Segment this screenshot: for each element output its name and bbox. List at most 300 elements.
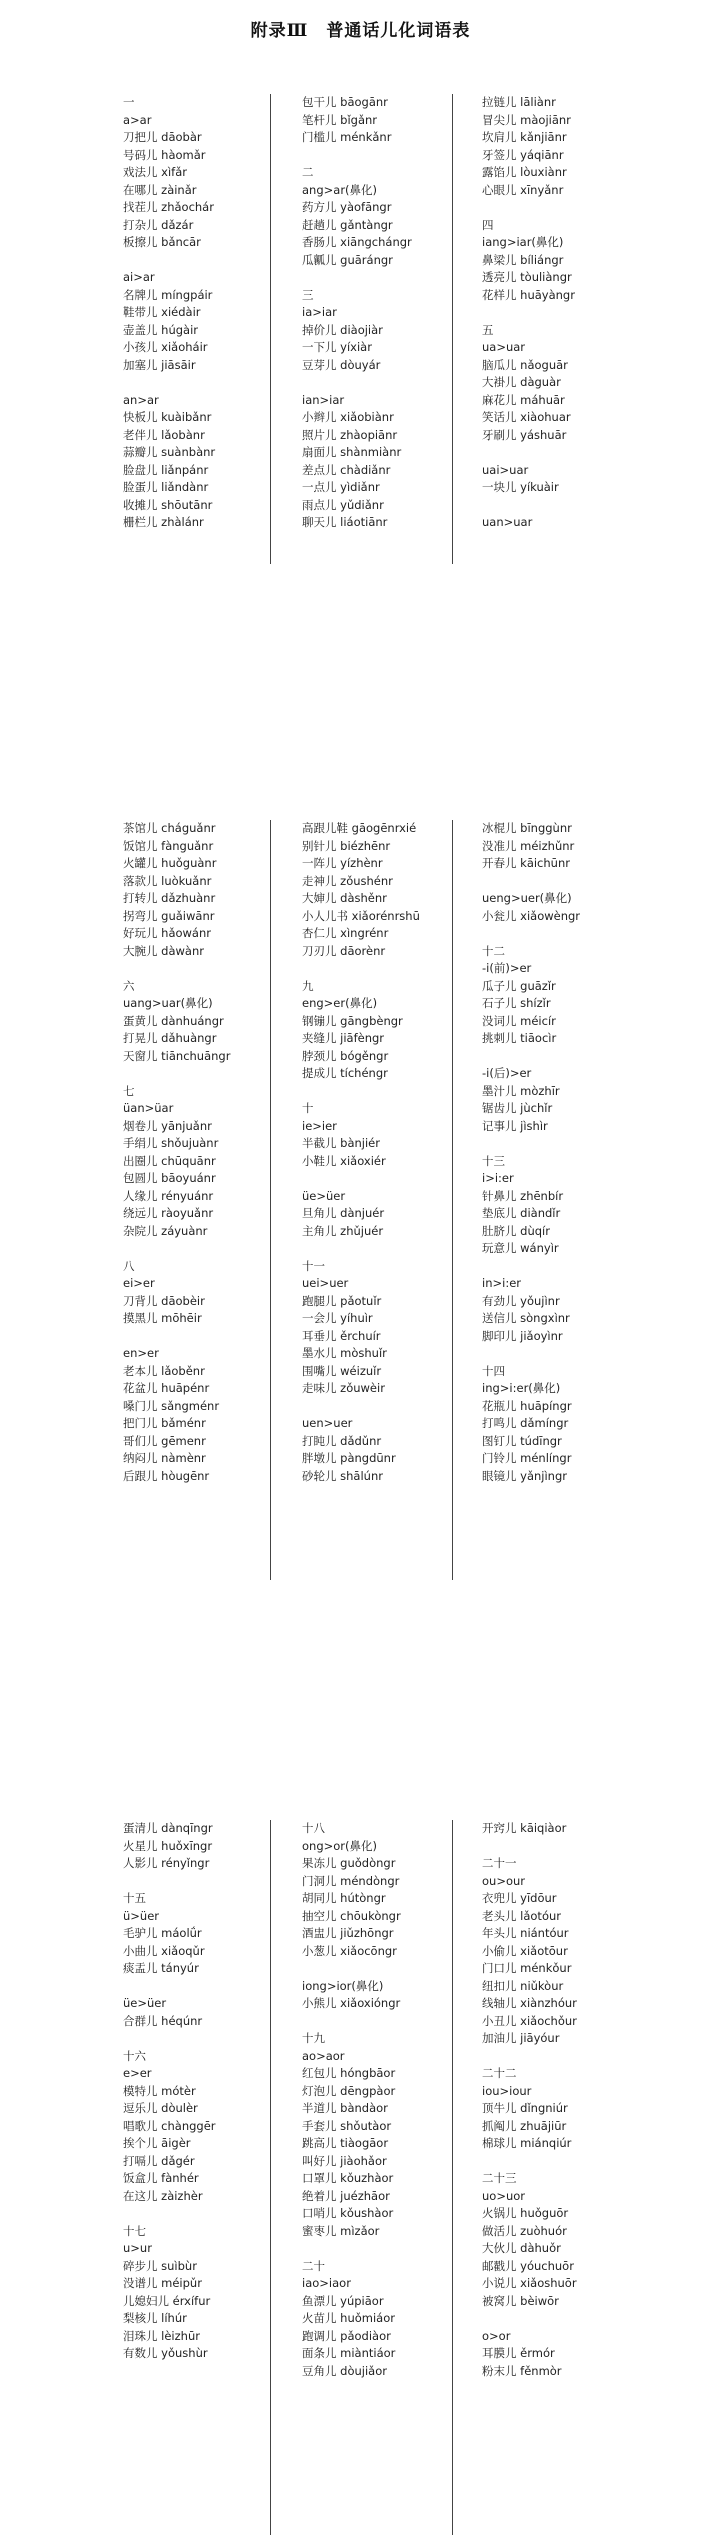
word-entry: 有劲儿 yǒujìnr <box>482 1293 560 1308</box>
word-entry: 面条儿 miàntiáor <box>302 2346 396 2360</box>
word-entry: 刀背儿 dāobèir <box>123 1293 205 1308</box>
word-entry: ou>our <box>482 1873 526 1888</box>
word-entry: 小孩儿 xiǎoháir <box>123 340 208 354</box>
word-entry: 半道儿 bàndàor <box>302 2101 388 2115</box>
word-entry: üan>üar <box>123 1101 174 1115</box>
word-entry: 年头儿 niántóur <box>482 1926 569 1940</box>
word-entry: ei>er <box>123 1276 155 1290</box>
column-divider <box>452 820 453 1580</box>
word-entry: 叫好儿 jiàohǎor <box>302 2153 387 2168</box>
word-entry: 蛋黄儿 dànhuángr <box>123 1013 224 1028</box>
word-entry: 绕远儿 ràoyuǎnr <box>123 1206 214 1220</box>
word-entry: 挑刺儿 tiāocìr <box>482 1031 557 1045</box>
word-entry: 笑话儿 xiàohuar <box>482 410 571 424</box>
word-entry: 十六 <box>123 2048 146 2063</box>
word-entry <box>123 374 215 392</box>
word-entry <box>123 2030 216 2048</box>
word-entry: 十 <box>302 1101 314 1115</box>
word-entry: 线轴儿 xiànzhóur <box>482 1996 577 2010</box>
word-entry: 杏仁儿 xìngrénr <box>302 926 389 940</box>
word-entry: 透亮儿 tòuliàngr <box>482 270 572 284</box>
word-entry: 儿媳妇儿 érxífur <box>123 2293 211 2308</box>
word-entry: 饭盒儿 fànhér <box>123 2171 199 2185</box>
word-entry: 一会儿 yíhuìr <box>302 1311 373 1325</box>
word-entry: 麻花儿 máhuār <box>482 392 565 407</box>
word-entry: 烟卷儿 yānjuǎnr <box>123 1118 212 1133</box>
word-entry <box>482 497 575 515</box>
word-entry <box>302 1398 420 1416</box>
word-entry: 十九 <box>302 2031 325 2045</box>
word-entry <box>482 1345 580 1363</box>
word-entry: 十四 <box>482 1363 505 1378</box>
word-entry: 跳高儿 tiàogāor <box>302 2136 389 2150</box>
word-entry: 绝着儿 juézhāor <box>302 2188 390 2203</box>
word-entry: 豆角儿 dòujiǎor <box>302 2363 387 2378</box>
word-entry: 心眼儿 xīnyǎnr <box>482 182 564 197</box>
word-entry: 人缘儿 rényuánr <box>123 1188 214 1203</box>
word-column <box>482 820 580 1485</box>
word-entry: 纳闷儿 nàmènr <box>123 1451 206 1465</box>
word-entry: 壶盖儿 húgàir <box>123 322 199 337</box>
word-entry <box>302 1083 420 1101</box>
word-entry: 二十三 <box>482 2171 517 2185</box>
word-entry: 梨核儿 líhúr <box>123 2311 187 2325</box>
word-entry: 照片儿 zhàopiānr <box>302 427 398 442</box>
word-entry <box>302 1240 420 1258</box>
word-entry: 做活儿 zuòhuór <box>482 2223 567 2238</box>
word-entry: uai>uar <box>482 462 529 477</box>
word-entry: 二十 <box>302 2258 325 2273</box>
word-entry: 模特儿 mótèr <box>123 2083 196 2098</box>
word-entry: 玩意儿 wányìr <box>482 1241 559 1255</box>
word-entry: 小丑儿 xiǎochǒur <box>482 2013 577 2028</box>
word-column <box>302 1820 401 2380</box>
word-entry: ueng>uer(鼻化) <box>482 891 572 905</box>
word-entry: 花瓶儿 huāpíngr <box>482 1398 572 1413</box>
word-entry: iang>iar(鼻化) <box>482 235 564 249</box>
word-column <box>302 94 412 532</box>
word-entry: 摸黑儿 mōhēir <box>123 1311 202 1325</box>
word-entry: 老本儿 lǎoběnr <box>123 1363 205 1378</box>
word-entry: ao>aor <box>302 2048 345 2063</box>
word-entry: 半截儿 bànjiér <box>302 1136 380 1150</box>
word-entry <box>123 1328 230 1346</box>
word-entry: 门槛儿 ménkǎnr <box>302 130 392 144</box>
word-entry: 鱼漂儿 yúpiāor <box>302 2293 384 2308</box>
word-entry: 十八 <box>302 1821 325 1835</box>
word-entry: 打嗝儿 dǎgér <box>123 2153 195 2168</box>
word-entry: 后跟儿 hòugēnr <box>123 1468 210 1483</box>
word-entry: 脸蛋儿 liǎndànr <box>123 480 209 494</box>
word-entry: 纽扣儿 niǔkòur <box>482 1978 564 1993</box>
word-entry: 脚印儿 jiǎoyìnr <box>482 1328 563 1343</box>
word-entry: 口哨儿 kǒushàor <box>302 2206 394 2220</box>
word-entry: 掉价儿 diàojiàr <box>302 322 383 337</box>
column-divider <box>270 94 271 564</box>
word-entry: üe>üer <box>302 1188 346 1203</box>
word-entry: -i(前)>er <box>482 961 532 975</box>
word-entry: 落款儿 luòkuǎnr <box>123 873 212 888</box>
word-entry: 蜜枣儿 mìzǎor <box>302 2223 380 2238</box>
word-entry: 一阵儿 yízhènr <box>302 856 383 870</box>
word-entry <box>482 444 575 462</box>
word-entry: 脸盘儿 liǎnpánr <box>123 462 209 477</box>
word-entry: 小辫儿 xiǎobiànr <box>302 410 394 424</box>
word-column <box>482 94 575 532</box>
word-entry: 大褂儿 dàguàr <box>482 375 561 389</box>
word-entry: 围嘴儿 wéizuǐr <box>302 1363 382 1378</box>
word-entry: 痰盂儿 tányúr <box>123 1961 199 1975</box>
word-entry: 小鞋儿 xiǎoxiér <box>302 1153 386 1168</box>
word-entry: 十一 <box>302 1258 325 1273</box>
word-entry <box>123 1065 230 1083</box>
word-entry: 挨个儿 āigèr <box>123 2136 191 2150</box>
word-entry: 打鸣儿 dǎmíngr <box>482 1416 569 1430</box>
word-entry: 开春儿 kāichūnr <box>482 856 570 870</box>
word-entry: 笔杆儿 bǐgǎnr <box>302 112 378 127</box>
word-entry: 出圈儿 chūquānr <box>123 1153 216 1168</box>
word-entry: 口罩儿 kǒuzhàor <box>302 2171 394 2185</box>
word-entry <box>302 1960 401 1978</box>
word-entry: 红包儿 hóngbāor <box>302 2066 396 2080</box>
word-entry: 四 <box>482 217 494 232</box>
word-entry: 碎步儿 suìbùr <box>123 2258 197 2273</box>
column-divider <box>270 820 271 1580</box>
word-entry: 牙签儿 yáqiānr <box>482 147 564 162</box>
word-entry: 一点儿 yìdiǎnr <box>302 480 380 494</box>
word-entry: 栅栏儿 zhàlánr <box>123 515 204 529</box>
word-entry: ua>uar <box>482 340 526 354</box>
word-entry: 刀把儿 dāobàr <box>123 130 202 144</box>
word-entry: 天窗儿 tiānchuāngr <box>123 1048 231 1063</box>
word-entry <box>482 1048 580 1066</box>
word-entry: 二十二 <box>482 2066 517 2080</box>
column-divider <box>270 1820 271 2535</box>
word-entry: 快板儿 kuàibǎnr <box>123 410 212 424</box>
word-entry: 拉链儿 lāliànr <box>482 95 556 109</box>
column-divider <box>452 1820 453 2535</box>
word-entry: iao>iaor <box>302 2276 351 2290</box>
word-entry: 逗乐儿 dòulèr <box>123 2101 198 2115</box>
word-entry <box>482 2310 577 2328</box>
word-entry: 走味儿 zǒuwèir <box>302 1381 385 1395</box>
word-entry: 被窝儿 bèiwōr <box>482 2293 559 2308</box>
word-entry <box>302 1170 420 1188</box>
word-entry: 门洞儿 méndòngr <box>302 1873 400 1888</box>
word-entry: 衣兜儿 yīdōur <box>482 1891 557 1905</box>
word-entry: 十五 <box>123 1891 146 1905</box>
word-entry: ie>ier <box>302 1118 337 1133</box>
word-entry: 一下儿 yíxiàr <box>302 340 372 354</box>
word-entry: 门口儿 ménkǒur <box>482 1961 572 1975</box>
word-entry: 十七 <box>123 2223 146 2238</box>
word-entry: 鼻梁儿 bíliángr <box>482 252 564 267</box>
word-entry: 茶馆儿 cháguǎnr <box>123 821 216 835</box>
word-entry: 差点儿 chàdiǎnr <box>302 462 391 477</box>
word-entry <box>123 960 230 978</box>
word-entry: 锯齿儿 jùchǐr <box>482 1101 553 1115</box>
word-entry: 顶牛儿 dǐngniúr <box>482 2101 568 2115</box>
word-entry: 没准儿 méizhǔnr <box>482 838 575 853</box>
word-entry: 收摊儿 shōutānr <box>123 497 213 512</box>
word-entry: 小曲儿 xiǎoqǔr <box>123 1943 205 1958</box>
word-column <box>123 820 230 1485</box>
word-entry: 八 <box>123 1258 135 1273</box>
word-entry: 包圆儿 bāoyuánr <box>123 1171 216 1185</box>
word-entry: 六 <box>123 978 135 993</box>
word-entry: 蛋清儿 dànqīngr <box>123 1821 213 1835</box>
word-entry <box>123 1873 216 1891</box>
word-entry: 赶趟儿 gǎntàngr <box>302 217 393 232</box>
word-entry: 板擦儿 bǎncār <box>123 235 201 249</box>
word-entry: 胡同儿 hútòngr <box>302 1891 386 1905</box>
word-entry: 七 <box>123 1083 135 1098</box>
word-entry: 雨点儿 yǔdiǎnr <box>302 497 384 512</box>
word-entry: 露馅儿 lòuxiànr <box>482 165 567 179</box>
word-entry: 小人儿书 xiǎorénrshū <box>302 908 420 923</box>
word-entry: 合群儿 héqúnr <box>123 2013 203 2028</box>
word-entry: 香肠儿 xiāngchángr <box>302 235 412 249</box>
word-entry: 门铃儿 ménlíngr <box>482 1451 572 1465</box>
word-entry <box>482 1838 577 1856</box>
word-entry: 瓜瓤儿 guārángr <box>302 252 393 267</box>
word-entry: 哥们儿 gēmenr <box>123 1433 206 1448</box>
word-entry: 老头儿 lǎotóur <box>482 1908 561 1923</box>
word-entry: 戏法儿 xìfǎr <box>123 165 187 179</box>
word-entry <box>302 374 412 392</box>
word-entry <box>482 199 575 217</box>
word-column <box>123 1820 216 2363</box>
word-entry: 老伴儿 lǎobànr <box>123 427 205 442</box>
word-entry: 眼镜儿 yǎnjìngr <box>482 1468 568 1483</box>
word-entry: 毛驴儿 máolǘr <box>123 1926 202 1940</box>
word-entry: 好玩儿 hǎowánr <box>123 926 211 940</box>
word-entry: 聊天儿 liáotiānr <box>302 515 388 529</box>
word-entry: 牙刷儿 yáshuār <box>482 427 567 442</box>
word-entry: uen>uer <box>302 1416 353 1430</box>
word-entry: 刀刃儿 dāorènr <box>302 943 386 958</box>
word-entry: -i(后)>er <box>482 1066 532 1080</box>
word-entry: 加油儿 jiāyóur <box>482 2031 560 2045</box>
word-entry: 有数儿 yǒushùr <box>123 2346 208 2360</box>
word-entry: 九 <box>302 978 314 993</box>
word-entry: 大婶儿 dàshěnr <box>302 891 387 905</box>
word-entry: 加塞儿 jiāsāir <box>123 357 196 372</box>
word-entry: 大腕儿 dàwànr <box>123 943 204 958</box>
word-entry: 抓阄儿 zhuājiūr <box>482 2118 567 2133</box>
word-column <box>302 820 420 1485</box>
word-entry: 送信儿 sòngxìnr <box>482 1311 570 1325</box>
word-entry: 针鼻儿 zhēnbír <box>482 1188 564 1203</box>
word-entry: 夹缝儿 jiāfèngr <box>302 1031 385 1045</box>
word-entry: 十三 <box>482 1153 505 1168</box>
word-entry: 药方儿 yàofāngr <box>302 200 392 214</box>
word-entry: 拐弯儿 guǎiwānr <box>123 908 215 923</box>
word-entry: u>ur <box>123 2241 152 2255</box>
word-entry: 在哪儿 zàinǎr <box>123 182 197 197</box>
word-entry <box>302 269 412 287</box>
word-entry: 肚脐儿 dùqír <box>482 1223 550 1238</box>
word-entry: 墨水儿 mòshuǐr <box>302 1346 387 1360</box>
word-entry: 豆芽儿 dòuyár <box>302 357 381 372</box>
word-entry: 砂轮儿 shālúnr <box>302 1468 383 1483</box>
word-entry: ia>iar <box>302 305 337 319</box>
word-entry: 粉末儿 fěnmòr <box>482 2363 562 2378</box>
word-entry: 蒜瓣儿 suànbànr <box>123 445 216 459</box>
word-entry: a>ar <box>123 112 152 127</box>
word-entry <box>482 2048 577 2066</box>
word-entry: ang>ar(鼻化) <box>302 182 378 197</box>
word-entry <box>482 2153 577 2171</box>
word-entry: 别针儿 biézhēnr <box>302 838 391 853</box>
word-entry: 脑瓜儿 nǎoguār <box>482 357 568 372</box>
word-entry: 大伙儿 dàhuǒr <box>482 2241 561 2255</box>
word-entry: 嗓门儿 sǎngménr <box>123 1398 220 1413</box>
word-entry: 抽空儿 chōukòngr <box>302 1908 401 1923</box>
word-entry: 手套儿 shǒutàor <box>302 2118 392 2133</box>
word-column <box>482 1820 577 2380</box>
word-entry <box>482 1258 580 1276</box>
word-entry: 高跟儿鞋 gāogēnrxié <box>302 821 417 835</box>
word-entry: 墨汁儿 mòzhīr <box>482 1083 560 1098</box>
word-entry <box>123 1240 230 1258</box>
word-entry <box>482 304 575 322</box>
word-entry: uang>uar(鼻化) <box>123 996 213 1010</box>
word-entry: e>er <box>123 2066 152 2080</box>
word-entry: 把门儿 bǎménr <box>123 1416 206 1430</box>
word-entry: 棉球儿 miánqiúr <box>482 2136 572 2150</box>
word-entry: 耳垂儿 ěrchuír <box>302 1328 381 1343</box>
column-divider <box>452 94 453 564</box>
word-entry: 胖墩儿 pàngdūnr <box>302 1451 396 1465</box>
word-entry: 小偷儿 xiǎotōur <box>482 1943 568 1958</box>
word-entry: 花盆儿 huāpénr <box>123 1381 210 1395</box>
word-entry <box>302 147 412 165</box>
word-entry: 灯泡儿 dēngpàor <box>302 2083 396 2098</box>
word-entry <box>302 960 420 978</box>
word-entry: 提成儿 tíchéngr <box>302 1066 388 1080</box>
word-entry: 石子儿 shízǐr <box>482 996 551 1010</box>
word-entry: 没谱儿 méipǔr <box>123 2276 202 2290</box>
page-title: 附录Ⅲ 普通话儿化词语表 <box>250 21 471 41</box>
word-entry: ai>ar <box>123 270 155 284</box>
word-entry: 火星儿 huǒxīngr <box>123 1838 213 1853</box>
word-entry: 小熊儿 xiǎoxióngr <box>302 1996 401 2010</box>
word-entry <box>482 1135 580 1153</box>
word-entry: uan>uar <box>482 515 533 529</box>
word-entry: o>or <box>482 2328 511 2343</box>
word-entry <box>482 925 580 943</box>
word-entry: 火苗儿 huǒmiáor <box>302 2311 395 2325</box>
word-entry: 包干儿 bāogānr <box>302 95 388 109</box>
word-entry: 手绢儿 shǒujuànr <box>123 1136 219 1150</box>
word-entry: 打晃儿 dǎhuàngr <box>123 1031 217 1045</box>
word-entry: 花样儿 huāyàngr <box>482 287 575 302</box>
word-entry: i>i:er <box>482 1171 514 1185</box>
word-entry: 五 <box>482 322 494 337</box>
word-entry: 酒盅儿 jiǔzhōngr <box>302 1926 394 1940</box>
word-column <box>123 94 215 532</box>
word-entry: in>i:er <box>482 1276 521 1290</box>
word-entry: uo>uor <box>482 2188 526 2203</box>
word-entry: 打转儿 dǎzhuànr <box>123 891 216 905</box>
word-entry: 三 <box>302 287 314 302</box>
word-entry <box>302 2013 401 2031</box>
word-entry: 脖颈儿 bógěngr <box>302 1048 389 1063</box>
word-entry: ong>or(鼻化) <box>302 1838 377 1853</box>
word-entry: iou>iour <box>482 2083 532 2098</box>
word-entry: 走神儿 zǒushénr <box>302 873 393 888</box>
word-entry: 名牌儿 míngpáir <box>123 287 213 302</box>
word-entry: 冰棍儿 bīnggùnr <box>482 821 572 835</box>
word-entry: 鞋带儿 xiédàir <box>123 305 201 319</box>
word-entry: 垫底儿 diàndǐr <box>482 1206 561 1220</box>
word-entry: 火罐儿 huǒguànr <box>123 856 217 870</box>
word-entry: 在这儿 zàizhèr <box>123 2188 203 2203</box>
word-entry: 邮戳儿 yóuchuōr <box>482 2258 574 2273</box>
word-entry: 果冻儿 guǒdòngr <box>302 1856 396 1870</box>
word-entry: 唱歌儿 chànggēr <box>123 2118 216 2133</box>
word-entry: 一块儿 yíkuàir <box>482 480 559 494</box>
word-entry: 二 <box>302 165 314 179</box>
word-entry: 旦角儿 dànjuér <box>302 1206 385 1220</box>
word-entry: üe>üer <box>123 1996 167 2010</box>
word-entry: iong>ior(鼻化) <box>302 1978 384 1993</box>
word-entry: 没词儿 méicír <box>482 1013 556 1028</box>
word-entry: 小瓮儿 xiǎowèngr <box>482 908 581 923</box>
word-entry: 十二 <box>482 943 505 958</box>
word-entry: en>er <box>123 1346 159 1360</box>
word-entry: 耳膜儿 ěrmór <box>482 2346 555 2360</box>
word-entry: ian>iar <box>302 392 345 407</box>
word-entry: 跑调儿 pǎodiàor <box>302 2328 391 2343</box>
word-entry <box>123 252 215 270</box>
word-entry: 人影儿 rényǐngr <box>123 1856 210 1870</box>
word-entry: an>ar <box>123 392 159 407</box>
word-entry <box>482 873 580 891</box>
word-entry: 火锅儿 huǒguōr <box>482 2206 569 2220</box>
word-entry: 扇面儿 shànmiànr <box>302 445 402 459</box>
word-entry: 冒尖儿 màojiānr <box>482 112 571 127</box>
word-entry: 图钉儿 túdīngr <box>482 1433 562 1448</box>
word-entry: 小说儿 xiǎoshuōr <box>482 2276 577 2290</box>
word-entry: 瓜子儿 guāzǐr <box>482 978 556 993</box>
word-entry: 一 <box>123 95 135 109</box>
word-entry: uei>uer <box>302 1276 349 1290</box>
word-entry: 找茬儿 zhǎochár <box>123 200 214 214</box>
word-entry: 二十一 <box>482 1856 517 1870</box>
word-entry: 打杂儿 dǎzár <box>123 217 194 232</box>
word-entry: ü>üer <box>123 1908 160 1923</box>
word-entry: 主角儿 zhǔjuér <box>302 1223 384 1238</box>
word-entry: 坎肩儿 kǎnjiānr <box>482 130 567 144</box>
word-entry: eng>er(鼻化) <box>302 996 378 1010</box>
word-entry: 小葱儿 xiǎocōngr <box>302 1943 397 1958</box>
word-entry: 号码儿 hàomǎr <box>123 147 206 162</box>
word-entry: ing>i:er(鼻化) <box>482 1381 561 1395</box>
word-entry: 钢镚儿 gāngbèngr <box>302 1013 403 1028</box>
word-entry: 泪珠儿 lèizhūr <box>123 2328 200 2343</box>
word-entry <box>123 2205 216 2223</box>
word-entry: 杂院儿 záyuànr <box>123 1223 208 1238</box>
word-entry: 打盹儿 dǎdǔnr <box>302 1433 382 1448</box>
word-entry: 记事儿 jìshìr <box>482 1118 548 1133</box>
word-entry: 跑腿儿 pǎotuǐr <box>302 1293 382 1308</box>
word-entry <box>302 2240 401 2258</box>
word-entry: 饭馆儿 fànguǎnr <box>123 838 214 853</box>
word-entry <box>123 1978 216 1996</box>
word-entry: 开窍儿 kāiqiàor <box>482 1821 567 1835</box>
